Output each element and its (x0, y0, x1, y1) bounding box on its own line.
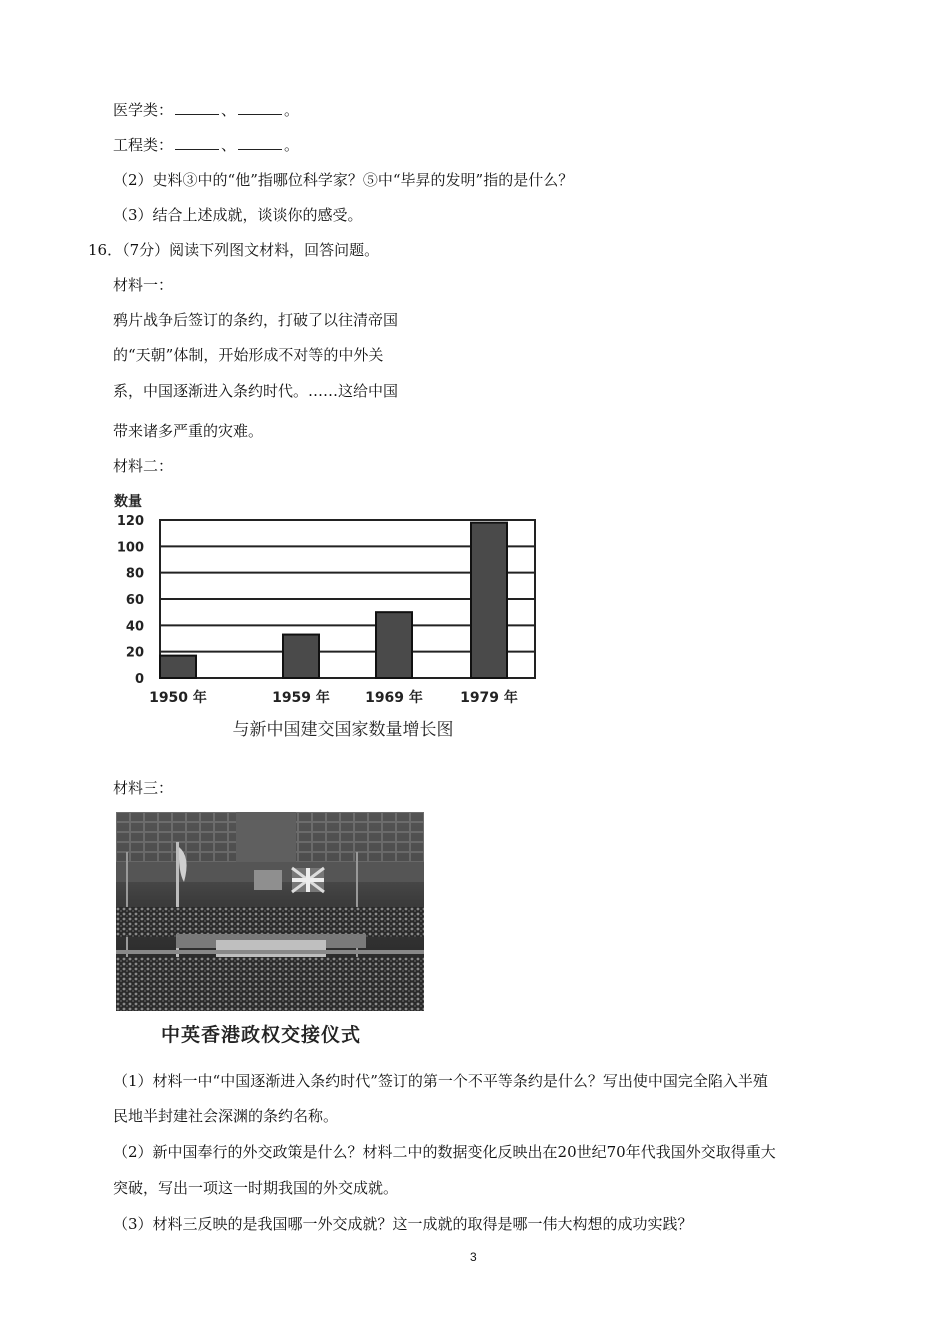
question-16-2-cont: 突破，写出一项这一时期我国的外交成就。 (113, 1179, 399, 1197)
x-tick-label: 1979 年 (460, 690, 518, 706)
question-15-2: （2）史料③中的“他”指哪位科学家？⑤中“毕昇的发明”指的是什么？ (113, 171, 574, 189)
y-axis-label: 数量 (114, 494, 142, 510)
question-16-2: （2）新中国奉行的外交政策是什么？材料二中的数据变化反映出在20世纪70年代我国外交取得重大 (113, 1143, 776, 1161)
y-axis-ticks (117, 514, 144, 687)
material-1-line: 带来诸多严重的灾难。 (113, 422, 264, 440)
period: 。 (284, 136, 300, 154)
photo-caption: 中英香港政权交接仪式 (161, 1024, 362, 1046)
x-tick-label: 1959 年 (272, 690, 330, 706)
bar (471, 523, 507, 678)
period: 。 (284, 101, 300, 119)
bar (283, 635, 319, 678)
engineering-label: 工程类： (113, 136, 174, 154)
separator: 、 (221, 101, 237, 119)
bar (376, 612, 412, 678)
separator: 、 (221, 136, 237, 154)
material-1-line: 系，中国逐渐进入条约时代。……这给中国 (113, 382, 399, 400)
bar (160, 656, 196, 678)
x-tick-label: 1969 年 (365, 690, 423, 706)
chart-title: 与新中国建交国家数量增长图 (232, 720, 454, 740)
answer-blank[interactable] (238, 100, 282, 115)
y-tick-label: 100 (116, 540, 144, 556)
y-tick-label: 80 (125, 566, 144, 582)
engineering-line (113, 135, 299, 155)
question-15-3: （3）结合上述成就，谈谈你的感受。 (113, 206, 363, 224)
y-tick-label: 20 (125, 645, 144, 661)
ceremony-image (116, 812, 424, 1011)
medicine-label: 医学类： (113, 101, 174, 119)
y-tick-label: 40 (125, 619, 144, 635)
page-number: 3 (470, 1250, 477, 1264)
y-tick-label: 120 (116, 514, 144, 529)
question-16-1-cont: 民地半封建社会深渊的条约名称。 (113, 1107, 339, 1125)
material-1-line: 鸦片战争后签订的条约，打破了以往清帝国 (113, 311, 399, 329)
material-3-title: 材料三： (113, 779, 174, 797)
bar-chart (110, 488, 550, 748)
answer-blank[interactable] (238, 135, 282, 150)
y-tick-label: 0 (134, 672, 144, 687)
handover-ceremony-photo (116, 812, 424, 1011)
answer-blank[interactable] (175, 100, 219, 115)
material-1-title: 材料一： (113, 276, 174, 294)
x-axis-labels (149, 689, 518, 706)
material-2-title: 材料二： (113, 457, 174, 475)
y-tick-label: 60 (125, 593, 144, 608)
material-1-line: 的“天朝”体制，开始形成不对等的中外关 (113, 346, 384, 364)
x-tick-label: 1950 年 (149, 690, 207, 706)
answer-blank[interactable] (175, 135, 219, 150)
question-16-heading: 16．（7分）阅读下列图文材料，回答问题。 (88, 241, 380, 259)
question-16-1: （1）材料一中“中国逐渐进入条约时代”签订的第一个不平等条约是什么？写出使中国完全陷入半殖 (113, 1072, 768, 1090)
question-16-3: （3）材料三反映的是我国哪一外交成就？这一成就的取得是哪一伟大构想的成功实践？ (113, 1215, 693, 1233)
medicine-line (113, 100, 299, 120)
